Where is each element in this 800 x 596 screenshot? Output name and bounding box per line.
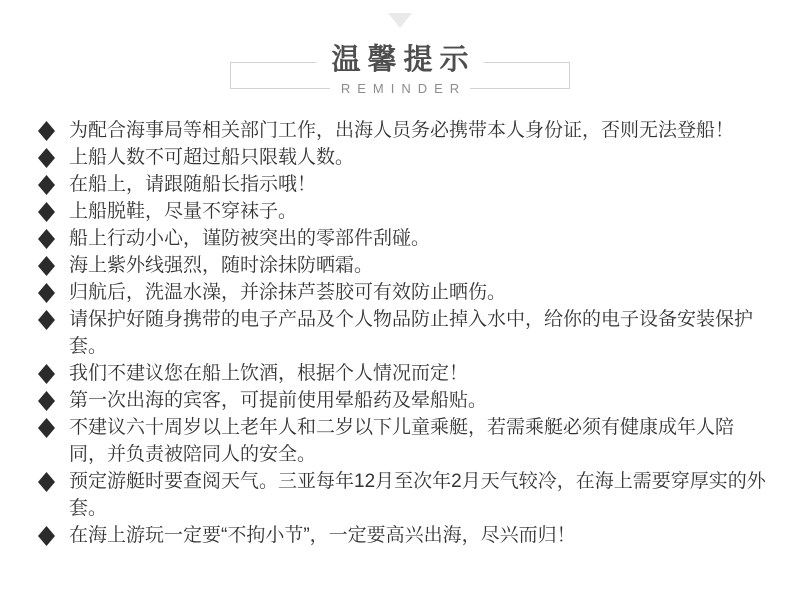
diamond-bullet-icon xyxy=(38,121,55,141)
page-subtitle: REMINDER xyxy=(330,79,470,98)
chevron-down-icon xyxy=(388,13,412,28)
reminder-text: 第一次出海的宾客，可提前使用晕船药及晕船贴。 xyxy=(69,390,488,411)
list-item xyxy=(38,306,766,360)
diamond-bullet-icon xyxy=(38,175,55,195)
diamond-bullet-icon xyxy=(38,283,55,303)
page-title: 温馨提示 xyxy=(316,42,483,78)
reminder-text: 上船人数不可超过船只限载人数。 xyxy=(69,147,355,168)
reminder-text: 为配合海事局等相关部门工作，出海人员务必携带本人身份证，否则无法登船！ xyxy=(69,120,735,141)
diamond-bullet-icon xyxy=(38,472,55,492)
diamond-bullet-icon xyxy=(38,364,55,384)
list-item xyxy=(38,522,766,549)
diamond-bullet-icon xyxy=(38,310,55,330)
list-item xyxy=(38,144,766,171)
diamond-bullet-icon xyxy=(38,526,55,546)
diamond-bullet-icon xyxy=(38,202,55,222)
reminder-text: 我们不建议您在船上饮酒，根据个人情况而定！ xyxy=(69,363,469,384)
list-item xyxy=(38,225,766,252)
list-item xyxy=(38,387,766,414)
list-item xyxy=(38,414,766,468)
list-item xyxy=(38,117,766,144)
list-item xyxy=(38,252,766,279)
diamond-bullet-icon xyxy=(38,418,55,438)
reminder-text: 上船脱鞋，尽量不穿袜子。 xyxy=(69,201,298,222)
list-item xyxy=(38,198,766,225)
list-item xyxy=(38,468,766,522)
diamond-bullet-icon xyxy=(38,229,55,249)
diamond-bullet-icon xyxy=(38,391,55,411)
reminder-list xyxy=(0,117,800,549)
reminder-text: 船上行动小心，谨防被突出的零部件刮碰。 xyxy=(69,228,431,249)
list-item xyxy=(38,279,766,306)
reminder-text: 海上紫外线强烈，随时涂抹防晒霜。 xyxy=(69,255,374,276)
diamond-bullet-icon xyxy=(38,148,55,168)
reminder-text: 在海上游玩一定要“不拘小节”，一定要高兴出海，尽兴而归！ xyxy=(69,525,576,546)
reminder-text: 预定游艇时要查阅天气。三亚每年12月至次年2月天气较冷，在海上需要穿厚实的外套。 xyxy=(69,471,766,519)
header xyxy=(230,44,570,96)
reminder-text: 请保护好随身携带的电子产品及个人物品防止掉入水中，给你的电子设备安装保护套。 xyxy=(69,309,754,357)
diamond-bullet-icon xyxy=(38,256,55,276)
reminder-text: 归航后，洗温水澡，并涂抹芦荟胶可有效防止晒伤。 xyxy=(69,282,507,303)
list-item xyxy=(38,360,766,387)
list-item xyxy=(38,171,766,198)
reminder-text: 在船上，请跟随船长指示哦！ xyxy=(69,174,317,195)
reminder-text: 不建议六十周岁以上老年人和二岁以下儿童乘艇，若需乘艇必须有健康成年人陪同，并负责被陪同人的安全。 xyxy=(69,417,735,465)
